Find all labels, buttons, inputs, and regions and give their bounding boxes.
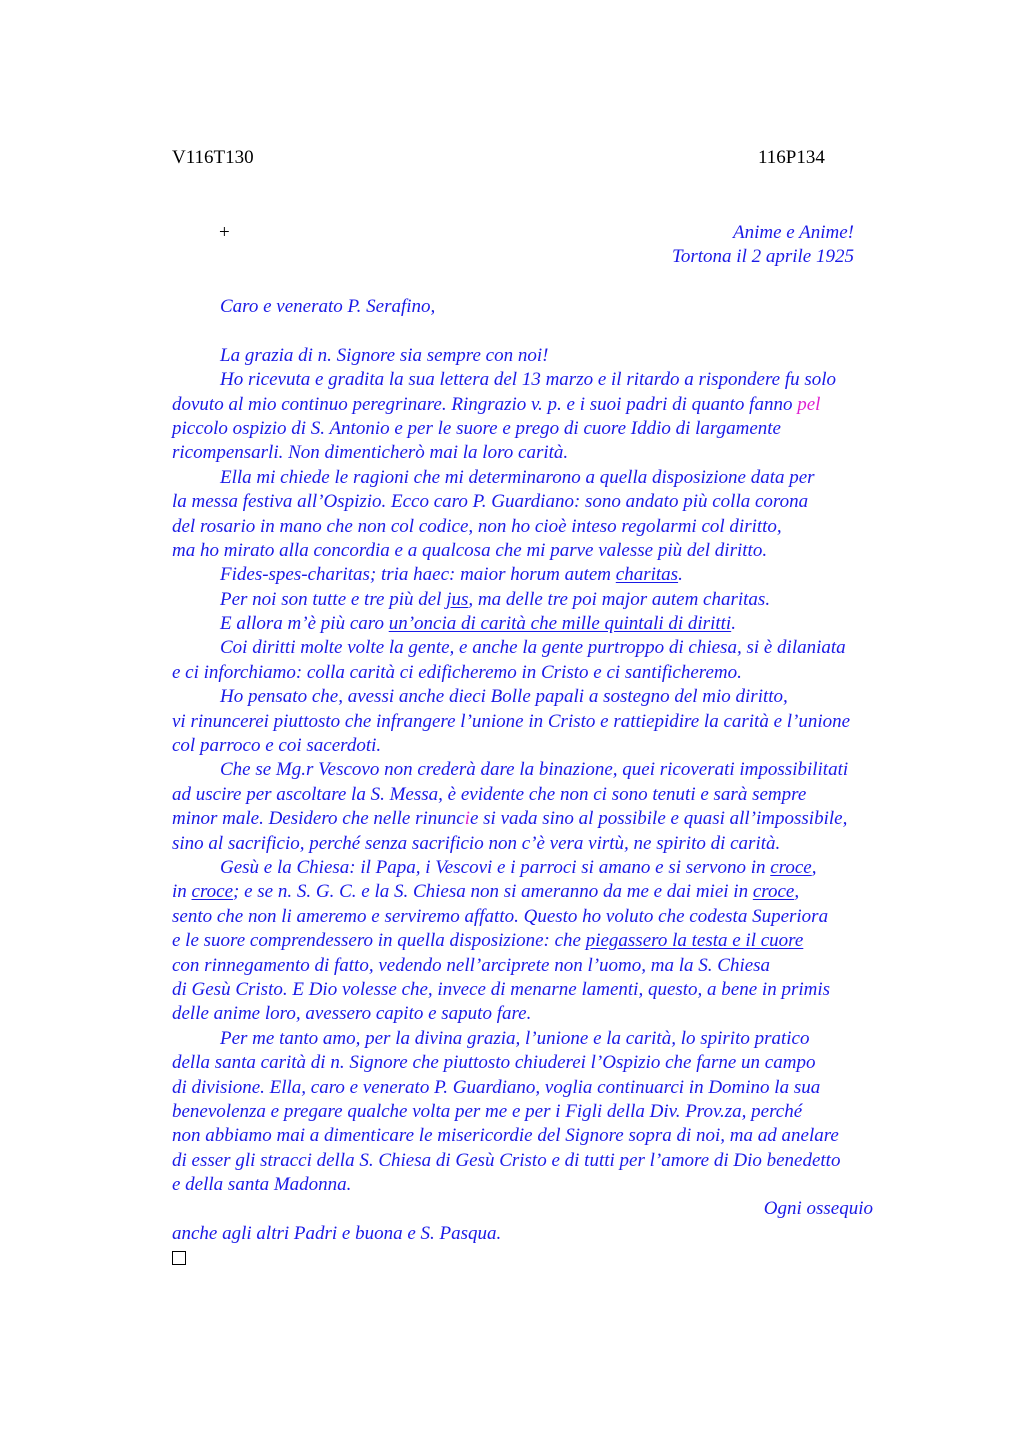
end-box-icon [172,1246,902,1270]
letter-heading [672,221,854,269]
closing: Ogni ossequio [763,1198,873,1220]
correction-mark: i [464,808,470,830]
paragraph-line: Per me tanto amo, per la divina grazia, l’unione e la carità, lo spirito pratico [220,1027,810,1049]
text-span: , [794,881,800,903]
paragraph-line: ricompensarli. Non dimenticherò mai la loro carità. [172,442,569,464]
paragraph-line [172,880,902,904]
paragraph-line: di esser gli stracci della S. Chiesa di Gesù Cristo e di tutti per l’amore di Dio benedetto [172,1149,841,1171]
correction-mark: pel [797,393,821,415]
paragraph-line: della santa carità di n. Signore che piuttosto chiuderei l’Ospizio che farne un campo [172,1052,816,1074]
text-span: Per noi son tutte e tre più del [220,588,447,610]
paragraph-line [172,588,902,612]
paragraph-line: Coi diritti molte volte la gente, e anche la gente purtroppo di chiesa, si è dilaniata [220,637,846,659]
text-span: Fides-spes-charitas; tria haec: maior horum autem [220,564,616,586]
underlined-text: un’oncia di carità che mille quintali di diritti [388,613,732,635]
paragraph-line: ma ho mirato alla concordia e a qualcosa che mi parve valesse più del diritto. [172,539,768,561]
paragraph-line: benevolenza e pregare qualche volta per me e per i Figli della Div. Prov.za, perché [172,1100,803,1122]
text-span: ; e se n. S. G. C. e la S. Chiesa non si ameranno da me e dai miei in [233,881,753,903]
paragraph-line: Ella mi chiede le ragioni che mi determinarono a quella disposizione data per [220,466,815,488]
text-span: . [678,564,683,586]
text-span: E allora m’è più caro [220,613,389,635]
paragraph-line: Ho ricevuta e gradita la sua lettera del 13 marzo e il ritardo a rispondere fu solo [220,369,837,391]
text-span: minor male. Desidero che nelle rinunc [172,808,465,830]
text-span: e si vada sino al possibile e quasi all’impossibile, [469,808,848,830]
paragraph-line: Ho pensato che, avessi anche dieci Bolle papali a sostegno del mio diritto, [220,686,788,708]
paragraph-line [172,612,902,636]
paragraph-line: col parroco e coi sacerdoti. [172,735,382,757]
text-span: , ma delle tre poi major autem charitas. [468,588,771,610]
paragraph-line: non abbiamo mai a dimenticare le misericordie del Signore sopra di noi, ma ad anelare [172,1125,839,1147]
paragraph-line: piccolo ospizio di S. Antonio e per le suore e prego di cuore Iddio di largamente [172,417,781,439]
text-span: dovuto al mio continuo peregrinare. Ringrazio v. p. e i suoi padri di quanto fanno [172,393,798,415]
paragraph-line: sino al sacrificio, perché senza sacrificio non c’è vera virtù, ne spirito di carità. [172,832,781,854]
underlined-text: piegassero la testa e il cuore [585,930,804,952]
paragraph-line [172,393,902,417]
paragraph-line: del rosario in mano che non col codice, non ho cioè inteso regolarmi col diritto, [172,515,782,537]
document-code-right: 116P134 [758,147,825,168]
underlined-text: croce [191,881,234,903]
paragraph-line: di Gesù Cristo. E Dio volesse che, invece di menarne lamenti, questo, a bene in primis [172,978,831,1000]
salutation: Caro e venerato P. Serafino, [220,296,436,317]
underlined-text: charitas [615,564,679,586]
paragraph-line: sento che non li ameremo e serviremo affatto. Questo ho voluto che codesta Superiora [172,905,829,927]
paragraph-line: e della santa Madonna. [172,1174,352,1196]
paragraph-line [172,856,902,880]
text-span: Gesù e la Chiesa: il Papa, i Vescovi e i parroci si amano e si servono in [220,856,771,878]
paragraph-line: ad uscire per ascoltare la S. Messa, è evidente che non ci sono tenuti e sarà sempre [172,783,807,805]
text-span: in [172,881,192,903]
paragraph-line [172,929,902,953]
opening-line: La grazia di n. Signore sia sempre con noi! [220,344,549,366]
paragraph-line: delle anime loro, avessero capito e saputo fare. [172,1003,532,1025]
motto: Anime e Anime! [733,222,854,243]
paragraph-line [172,807,902,831]
paragraph-line: Che se Mg.r Vescovo non crederà dare la binazione, quei ricoverati impossibilitati [220,759,849,781]
text-span: . [731,613,736,635]
text-span: , [811,856,817,878]
underlined-text: croce [770,856,812,878]
underlined-text: croce [752,881,795,903]
cross-mark: + [219,222,230,243]
underlined-text: jus [446,588,469,610]
document-code-left: V116T130 [172,147,254,168]
place-date: Tortona il 2 aprile 1925 [672,246,854,267]
closing-line: anche agli altri Padri e buona e S. Pasqua. [172,1222,502,1244]
paragraph-line: e ci inforchiamo: colla carità ci edificheremo in Cristo e ci santificheremo. [172,661,742,683]
paragraph-line: vi rinuncerei piuttosto che infrangere l’unione in Cristo e rattiepidire la carità e l’unione [172,710,851,732]
paragraph-line: con rinnegamento di fatto, vedendo nell’arciprete non l’uomo, ma la S. Chiesa [172,954,771,976]
text-span: e le suore comprendessero in quella disposizione: che [172,930,586,952]
paragraph-line: di divisione. Ella, caro e venerato P. Guardiano, voglia continuarci in Domino la sua [172,1076,821,1098]
letter-body [172,295,902,1271]
paragraph-line: la messa festiva all’Ospizio. Ecco caro P. Guardiano: sono andato più colla corona [172,491,809,513]
paragraph-line [172,563,902,587]
